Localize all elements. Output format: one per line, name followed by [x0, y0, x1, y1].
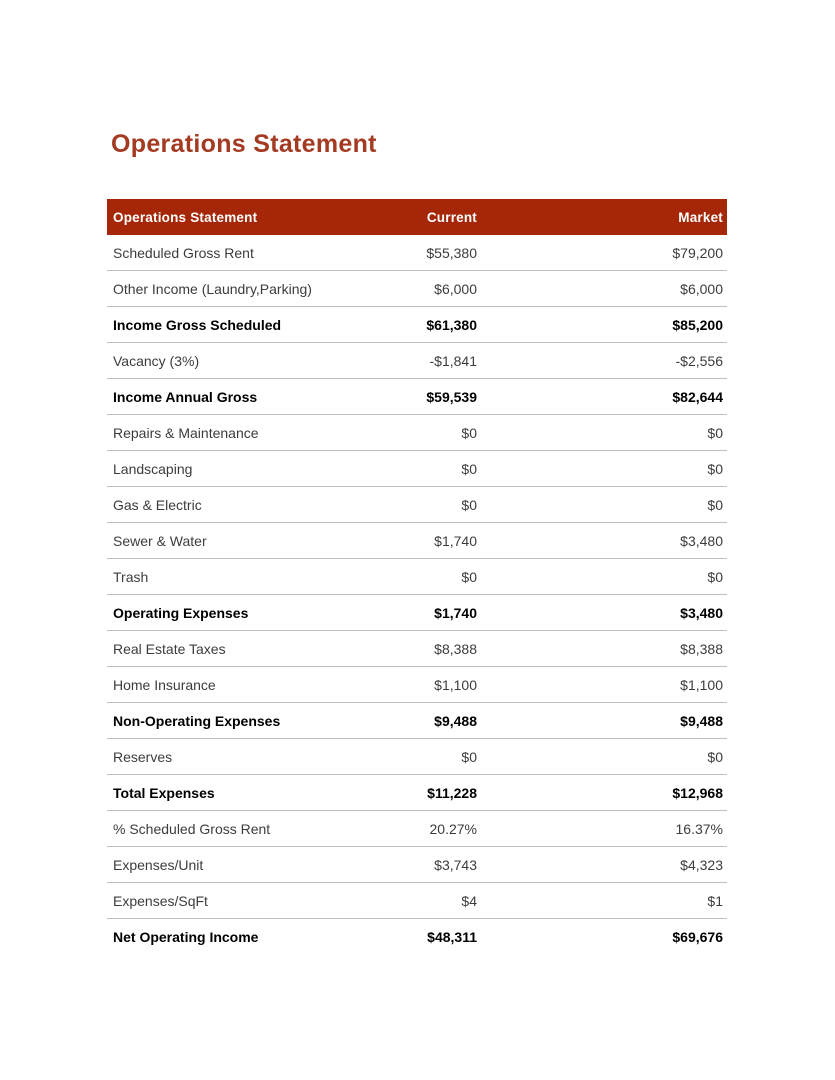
header-label: Operations Statement: [113, 209, 258, 225]
row-label: Reserves: [113, 748, 173, 765]
row-current-value: $4: [461, 892, 477, 909]
row-label: Expenses/SqFt: [113, 892, 208, 909]
row-label: Net Operating Income: [113, 929, 259, 945]
row-market-value: $0: [707, 496, 723, 513]
table-row: [107, 487, 727, 523]
table-row: [107, 451, 727, 487]
row-market-value: $0: [707, 460, 723, 477]
row-label: Home Insurance: [113, 676, 216, 693]
operations-table: [107, 199, 727, 955]
table-row: [107, 739, 727, 775]
row-market-value: $4,323: [680, 856, 723, 873]
header-current: Current: [426, 209, 477, 225]
row-label: Repairs & Maintenance: [113, 424, 259, 441]
table-header-row: [107, 199, 727, 235]
row-market-value: $6,000: [680, 280, 723, 297]
row-market-value: $3,480: [680, 532, 723, 549]
row-current-value: 20.27%: [429, 820, 477, 837]
table-row: [107, 919, 727, 955]
table-row: [107, 379, 727, 415]
row-current-value: $55,380: [426, 244, 477, 261]
row-current-value: $0: [461, 424, 477, 441]
row-current-value: $3,743: [434, 856, 477, 873]
row-market-value: -$2,556: [675, 352, 723, 369]
row-current-value: $0: [461, 460, 477, 477]
row-current-value: $0: [461, 496, 477, 513]
row-current-value: $8,388: [434, 640, 477, 657]
row-label: Gas & Electric: [113, 496, 202, 513]
row-market-value: $82,644: [672, 388, 723, 405]
row-current-value: $11,228: [427, 784, 477, 801]
row-current-value: $48,311: [427, 929, 477, 945]
table-row: [107, 343, 727, 379]
row-market-value: $0: [707, 748, 723, 765]
table-row: [107, 811, 727, 847]
row-market-value: $0: [707, 568, 723, 585]
page-title: Operations Statement: [111, 130, 377, 158]
table-row: [107, 775, 727, 811]
row-market-value: $85,200: [672, 316, 723, 333]
row-market-value: $12,968: [672, 784, 723, 801]
table-body: [107, 235, 727, 955]
row-label: Trash: [113, 568, 149, 585]
row-label: Landscaping: [113, 460, 193, 477]
table-row: [107, 307, 727, 343]
row-current-value: $59,539: [426, 388, 477, 405]
table-row: [107, 595, 727, 631]
table-row: [107, 559, 727, 595]
table-row: [107, 631, 727, 667]
row-current-value: -$1,841: [429, 352, 477, 369]
row-label: Total Expenses: [113, 784, 215, 801]
row-market-value: $3,480: [680, 604, 723, 621]
row-label: Sewer & Water: [113, 532, 207, 549]
table-row: [107, 703, 727, 739]
row-current-value: $0: [461, 748, 477, 765]
row-label: Vacancy (3%): [113, 352, 200, 369]
row-market-value: $9,488: [680, 712, 723, 729]
row-label: Non-Operating Expenses: [113, 712, 281, 729]
row-market-value: $0: [707, 424, 723, 441]
row-label: Real Estate Taxes: [113, 640, 226, 657]
row-label: Scheduled Gross Rent: [113, 244, 254, 261]
row-label: Operating Expenses: [113, 604, 249, 621]
row-market-value: $1: [707, 892, 723, 909]
row-market-value: $8,388: [680, 640, 723, 657]
row-label: Expenses/Unit: [113, 856, 204, 873]
row-label: % Scheduled Gross Rent: [113, 820, 271, 837]
row-label: Income Gross Scheduled: [113, 316, 282, 333]
row-current-value: $0: [461, 568, 477, 585]
header-market: Market: [678, 209, 723, 225]
row-label: Other Income (Laundry,Parking): [113, 280, 312, 297]
table-row: [107, 415, 727, 451]
row-market-value: 16.37%: [675, 820, 723, 837]
row-market-value: $1,100: [680, 676, 723, 693]
table-row: [107, 523, 727, 559]
table-row: [107, 667, 727, 703]
row-current-value: $61,380: [426, 316, 477, 333]
row-market-value: $79,200: [672, 244, 723, 261]
row-label: Income Annual Gross: [113, 388, 258, 405]
row-current-value: $6,000: [434, 280, 477, 297]
table-row: [107, 235, 727, 271]
row-current-value: $1,100: [434, 676, 477, 693]
row-current-value: $9,488: [434, 712, 477, 729]
table-row: [107, 271, 727, 307]
row-market-value: $69,676: [672, 929, 723, 945]
row-current-value: $1,740: [434, 532, 477, 549]
row-current-value: $1,740: [434, 604, 477, 621]
table-row: [107, 883, 727, 919]
table-row: [107, 847, 727, 883]
